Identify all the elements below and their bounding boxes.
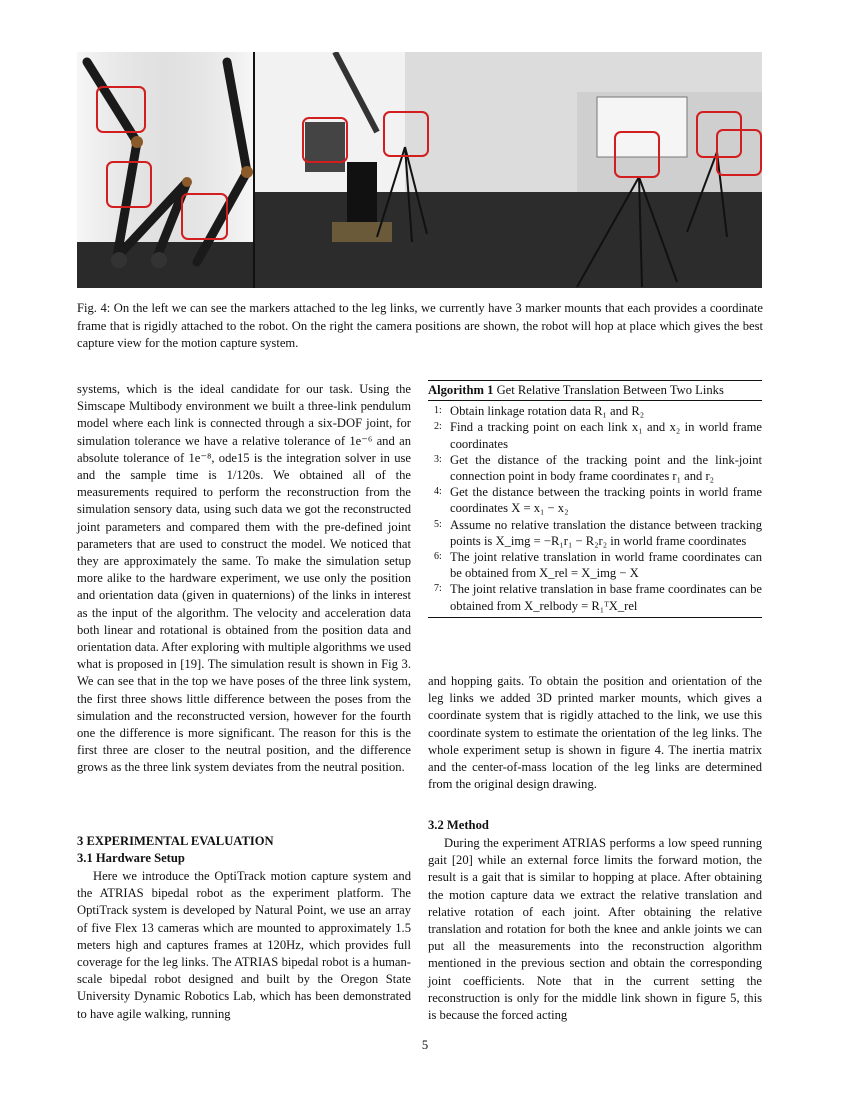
algorithm-label: Algorithm 1 (428, 383, 494, 397)
section-3-1-title: 3.1 Hardware Setup (77, 851, 185, 865)
figure-caption: Fig. 4: On the left we can see the markers attached to the leg links, we currently have 3 marker mounts that each provides a coordinate frame that is rigidly attached to the robot. On the right the camera positions are shown, the robot will hop at place which gives the best capture view for the motion capture system. (77, 301, 763, 351)
right-column-para2 (428, 835, 762, 1024)
algorithm-steps (428, 403, 762, 614)
experiment-setup-illustration (77, 52, 762, 288)
algorithm-step: 5: Assume no relative translation the distance between tracking points is X_img = −R₁r₁ − R₂r₂ in world frame coordinates (434, 517, 762, 548)
figure-4-photo (77, 52, 762, 288)
right-column-para1 (428, 673, 762, 793)
algorithm-box (428, 380, 762, 618)
algorithm-step: 4: Get the distance between the tracking points in world frame coordinates X = x₁ − x₂ (434, 485, 762, 516)
section-3-title: 3 EXPERIMENTAL EVALUATION (77, 834, 274, 848)
page-number: 5 (421, 1038, 429, 1052)
algorithm-step: 1: Obtain linkage rotation data R₁ and R₂ (434, 404, 645, 419)
right-paragraph-1: and hopping gaits. To obtain the position and orientation of the leg links we added 3D printed marker mounts, which gives a coordinate system that is rigidly attached to the link, we use this coordinate system to estimate the orientation of the leg links. The whole experiment setup is shown in figure 4. The inertia matrix and the center-of-mass location of the leg links are determined from the original design drawing. (428, 674, 762, 792)
left-column-para1 (77, 381, 411, 777)
algorithm-step: 3: Get the distance of the tracking point and the link-joint connection point in body frame coordinates r₁ and r₂ (434, 452, 762, 484)
right-paragraph-2: During the experiment ATRIAS performs a low speed running gait [20] while an external force limits the forward motion, the result is a gait that is similar to hopping at place. After obtaining the motion capture data we extract the relative translation and relative rotation of each joint. After obtaining the relative translation and rotation for both the knee and ankle joints we can put all the measurements into the reconstruction algorithm mentioned in the previous section and obtain the corresponding joint coefficients. Note that in the current setting the reconstruction is only for the middle link shown in figure 5, this is because the forced acting (428, 836, 762, 1023)
algorithm-step: 6: The joint relative translation in world frame coordinates can be obtained from X_rel = X_img − X (434, 550, 762, 581)
algorithm-title: Get Relative Translation Between Two Links (496, 383, 724, 397)
section-3-2-title: 3.2 Method (428, 818, 489, 832)
left-paragraph-1: systems, which is the ideal candidate for our task. Using the Simscape Multibody environment we built a three-link pendulum model where each link is connected through a six-DOF joint, for simulation tolerance we have a relative tolerance of 1e⁻⁶ and an absolute tolerance of 1e⁻⁸, ode15 is the integration solver in use and the sample time is 1/120s. We obtained all of the measurements required to perform the reconstruction from the simulation sensory data, using such data we got the reconstructed joint parameters and compared them with the pre-defined joint parameters that are used to construct the model. We noticed that they are approximately the same. To make the simulation setup more alike to the hardware experiment, we use only the position and orientation data (given in quaternions) of the links in interest as the input of the algorithm. The velocity and acceleration data both linear and rotational is obtained from the position data and orientation data. After exploring with multiple algorithms we used what is proposed in [19]. The simulation result is shown in Fig 3. We can see that in the top we have poses of the three link system, the first three shows little difference between the poses from the simulation and the reconstructed version, however for the fourth one the difference is more significant. The reason for this is the first three are closer to the neutral position, and the difference grows as the three link system deviates from the neutral position. (77, 382, 412, 775)
algorithm-step: 7: The joint relative translation in base frame coordinates can be obtained from X_relbody = R₁ᵀX_rel (434, 582, 762, 613)
algorithm-header (428, 380, 762, 401)
left-paragraph-2: Here we introduce the OptiTrack motion capture system and the ATRIAS bipedal robot as the experiment platform. The OptiTrack system is developed by Natural Point, we use an array of five Flex 13 cameras which are mounted to approximately 1.5 meters high and captures frames at 120Hz, which provides full coverage for the leg links. The ATRIAS bipedal robot is a human-scale bipedal robot designed and built by the Oregon State University Dynamic Robotics Lab, which has been demonstrated to have agile walking, running (77, 869, 411, 1021)
algorithm-bottom-rule (428, 617, 762, 618)
left-column-para2 (77, 868, 411, 1023)
algorithm-step: 2: Find a tracking point on each link x₁ and x₂ in world frame coordinates (434, 420, 762, 451)
